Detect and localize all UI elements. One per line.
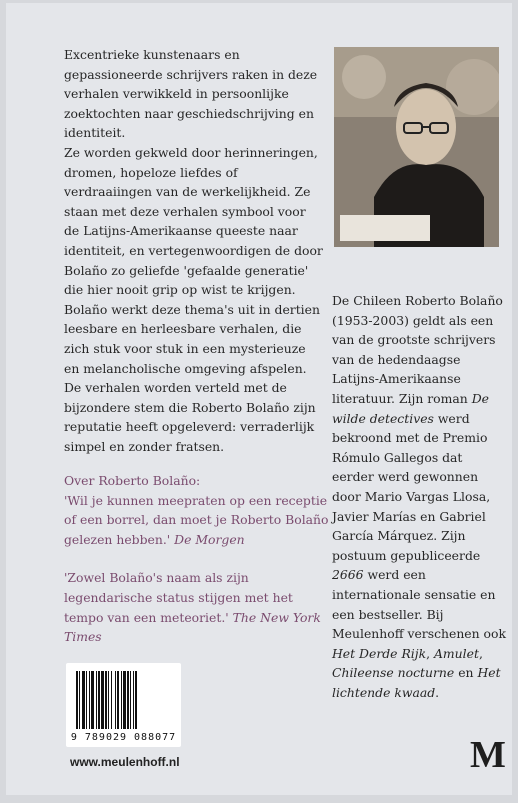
bio-text-end: . xyxy=(435,684,440,700)
isbn-number: 9 789029 088077 xyxy=(70,732,177,743)
publisher-logo: M xyxy=(470,734,506,776)
bio-book-title-1: De wilde detectives xyxy=(332,390,489,426)
quote-1-text: 'Wil je kunnen meepraten op een receptie of een borrel, dan moet je Roberto Bolaño gelezen hebben.' xyxy=(64,492,329,547)
blurb-paragraph-1: Excentrieke kunstenaars en gepassioneerde schrijvers raken in deze verhalen verwikkeld in persoonlijke zoektochten naar geschiedschrijving en identiteit. xyxy=(64,47,318,141)
quote-2-source: The New York Times xyxy=(64,609,321,645)
quote-1 xyxy=(64,491,329,550)
blurb-paragraph-2: Ze worden gekweld door herinneringen, dromen, hopeloze liefdes of verdraaiingen van de werkelijkheid. Ze staan met deze verhalen symbool voor de Latijns-Amerikaanse queeste naar identiteit, en vertegenwoordigen de door Bolaño zo geliefde 'gefaalde generatie' die hier nooit grip op wist te krijgen. Bolaño werkt deze thema's uit in dertien leesbare en herleesbare verhalen, die zich stuk voor stuk in een mysterieuze en melancholische omgeving afspelen. xyxy=(64,144,323,376)
bio-text-2: werd bekroond met de Premio Rómulo Gallegos dat eerder werd gewonnen door Mario Vargas Llosa, Javier Marías en Gabriel García Márquez. Zijn postuum gepubliceerde xyxy=(332,410,491,563)
barcode-bar xyxy=(137,671,140,729)
author-photo-icon xyxy=(334,47,499,247)
quote-2-text: 'Zowel Bolaño's naam als zijn legendarische status stijgen met het tempo van een meteoriet.' xyxy=(64,570,293,625)
bio-book-title-6: Het lichtende kwaad xyxy=(332,665,501,700)
bio-text-3: werd een internationale sensatie en een bestseller. Bij Meulenhoff verschenen ook xyxy=(332,567,506,642)
blurb-text xyxy=(64,45,324,456)
isbn-barcode xyxy=(66,663,181,747)
bio-separator-1: , xyxy=(426,645,434,661)
quotes-heading: Over Roberto Bolaño: xyxy=(64,473,201,488)
bio-book-title-2: 2666 xyxy=(332,567,364,583)
bio-text-1: De Chileen Roberto Bolaño (1953-2003) geldt als een van de grootste schrijvers van de hedendaagse Latijns-Amerikaanse literatuur. Zijn roman xyxy=(332,293,503,406)
bio-book-title-4: Amulet xyxy=(433,645,479,661)
quote-1-source: De Morgen xyxy=(174,531,245,547)
bio-book-title-3: Het Derde Rijk xyxy=(332,645,427,661)
blurb-paragraph-3: De verhalen worden verteld met de bijzondere stem die Roberto Bolaño zijn reputatie heeft opgeleverd: verraderlijk simpel en zonder fratsen. xyxy=(64,380,316,454)
bio-text-4: en xyxy=(454,665,478,681)
quote-2 xyxy=(64,568,329,646)
bio-book-title-5: Chileense nocturne xyxy=(332,665,455,681)
barcode-bars xyxy=(76,671,171,729)
publisher-website[interactable]: www.meulenhoff.nl xyxy=(70,755,180,769)
bio-separator-2: , xyxy=(478,645,483,661)
book-back-cover xyxy=(6,3,512,795)
review-quotes xyxy=(64,471,329,647)
author-bio-paragraph xyxy=(332,291,508,702)
author-bio xyxy=(332,291,508,702)
author-photo xyxy=(334,47,499,247)
